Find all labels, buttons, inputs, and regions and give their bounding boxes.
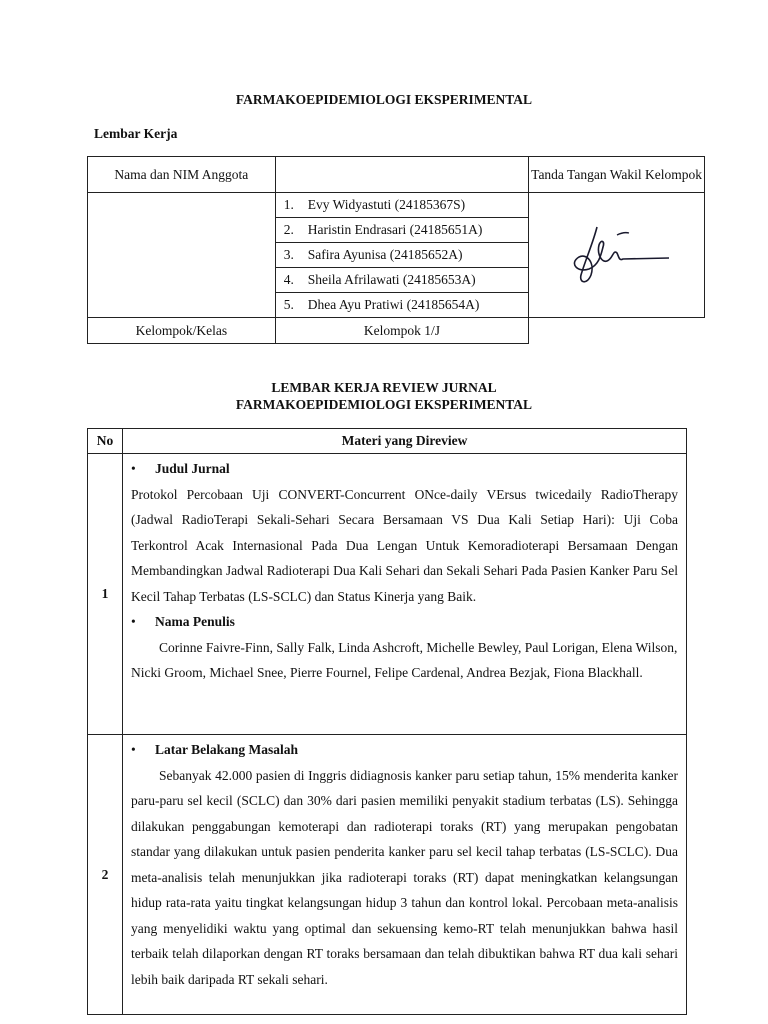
worksheet-label: Lembar Kerja [94, 126, 178, 141]
member-row: 2. Haristin Endrasari (24185651A) [275, 218, 528, 243]
group-value: Kelompok 1/J [275, 318, 528, 344]
section-heading: • Judul Jurnal [131, 456, 678, 482]
team-table [87, 156, 705, 344]
bullet-icon: • [131, 461, 136, 476]
row-number: 2 [88, 735, 123, 1015]
bullet-icon: • [131, 614, 136, 629]
col-no-header: No [88, 429, 123, 454]
member-row: 5. Dhea Ayu Pratiwi (24185654A) [275, 293, 528, 318]
signature-cell [529, 193, 705, 318]
empty-header-cell [275, 157, 528, 193]
section-heading: • Latar Belakang Masalah [131, 737, 678, 763]
section-heading: • Nama Penulis [131, 609, 678, 635]
review-title-line2: FARMAKOEPIDEMIOLOGI EKSPERIMENTAL [235, 397, 533, 412]
row-number: 1 [88, 454, 123, 735]
signature-image [557, 213, 677, 293]
col-material-header: Materi yang Direview [123, 429, 687, 454]
review-table [87, 428, 687, 1015]
review-cell-1 [123, 454, 687, 735]
member-row: 1. Evy Widyastuti (24185367S) [275, 193, 528, 218]
background-text: Sebanyak 42.000 pasien di Inggris didiagnosis kanker paru setiap tahun, 15% menderita kanker paru-paru sel kecil (SCLC) dan 30% dari pasien memiliki penyakit stadium terbatas (LS). Sehingga dilakukan penggabungan kemoterapi dan radioterapi toraks (RT) yang merupakan pengobatan standar yang dilakukan untuk pasien penderita kanker paru sel kecil tahap terbatas (LS-SCLC). Dua meta-analisis telah menunjukkan jika radioterapi toraks (RT) dapat meningkatkan kelangsungan hidup rata-rata yaitu tingkat kelangsungan hidup 3 tahun dan kontrol lokal. Percobaan meta-analisis yang menyelidiki waktu yang optimal dan sekuensing kemo-RT telah menunjukkan bahwa hasil terbaik telah dilaporkan dengan RT toraks bersamaan dan telah dibuktikan bahwa RT dua kali sehari lebih baik daripada RT sekali sehari. [131, 767, 678, 987]
review-title-line1: LEMBAR KERJA REVIEW JURNAL [271, 380, 497, 395]
members-header: Nama dan NIM Anggota [88, 157, 276, 193]
authors-text: Corinne Faivre-Finn, Sally Falk, Linda Ashcroft, Michelle Bewley, Paul Lorigan, Elena Wilson, Nicki Groom, Michael Snee, Pierre Fournel, Felipe Cardenal, Andrea Bezjak, Fiona Blackhall. [131, 639, 678, 680]
review-cell-2 [123, 735, 687, 1015]
journal-title-text: Protokol Percobaan Uji CONVERT-Concurrent ONce-daily VErsus twicedaily RadioTherapy (Jadwal RadioTerapi Sekali-Sehari Secara Bersamaan VS Dua Kali Setiap Hari): Uji Coba Terkontrol Acak Internasional Pada Dua Lengan Untuk Kemoradioterapi Bersamaan Dengan Membandingkan Jadwal Radioterapi Dua Kali Sehari dan Sekali Sehari Pada Pasien Kanker Paru Sel Kecil Tahap Terbatas (LS-SCLC) dan Status Kinerja yang Baik. [131, 486, 678, 604]
member-row: 4. Sheila Afrilawati (24185653A) [275, 268, 528, 293]
bullet-icon: • [131, 742, 136, 757]
page-title: FARMAKOEPIDEMIOLOGI EKSPERIMENTAL [235, 92, 533, 107]
group-label: Kelompok/Kelas [88, 318, 276, 344]
member-row: 3. Safira Ayunisa (24185652A) [275, 243, 528, 268]
signature-header: Tanda Tangan Wakil Kelompok [529, 157, 705, 193]
empty-cell [88, 193, 276, 318]
